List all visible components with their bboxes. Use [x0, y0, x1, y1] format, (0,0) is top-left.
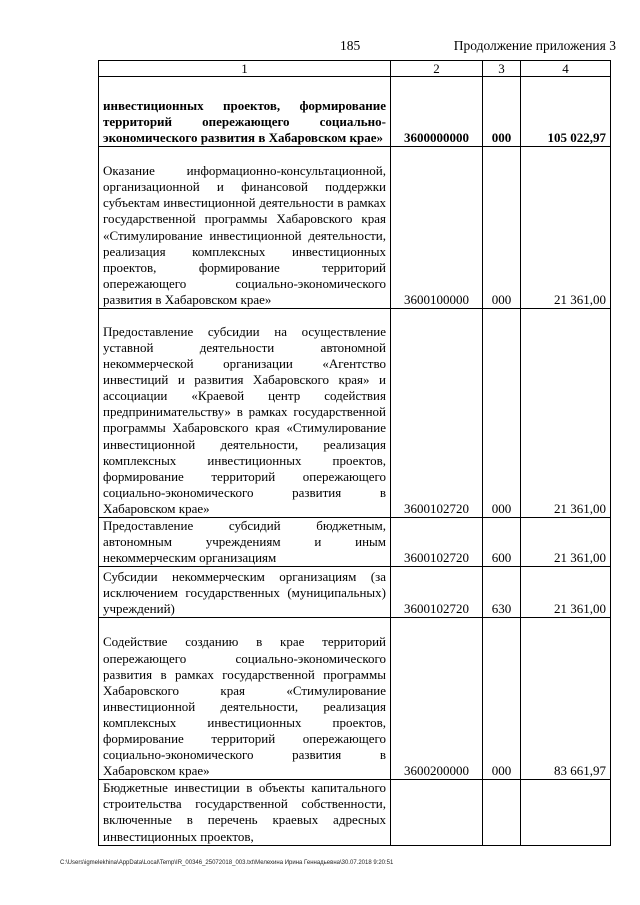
row-name: Предоставление субсидий бюджетным, автономным учреждениям и иным некоммерческим организациям: [99, 518, 391, 567]
row-code: 3600102720: [391, 309, 483, 518]
table-row: [99, 77, 611, 147]
row-sum: 83 661,97: [521, 618, 611, 780]
row-type: 000: [483, 309, 521, 518]
row-code: 3600200000: [391, 618, 483, 780]
table-row: [99, 780, 611, 845]
table-row: [99, 147, 611, 309]
column-number-row: [99, 61, 611, 77]
table-row: [99, 618, 611, 780]
row-code: 3600000000: [391, 77, 483, 147]
row-name: Бюджетные инвестиции в объекты капитального строительства государственной собственности, включенные в перечень краевых адресных инвестиционных проектов,: [99, 780, 391, 845]
column-number-2: 2: [391, 61, 483, 77]
row-sum: 21 361,00: [521, 567, 611, 618]
row-type: 000: [483, 147, 521, 309]
row-type: 600: [483, 518, 521, 567]
budget-table: [98, 60, 611, 846]
row-sum: 21 361,00: [521, 147, 611, 309]
row-name: Оказание информационно-консультационной, организационной и финансовой поддержки субъектам инвестиционной деятельности в рамках государственной программы Хабаровского края «Стимулирование инвестиционной деятельности, реализация комплексных инвестиционных проектов, формирование территорий опережающего социально-экономического развития в Хабаровском крае»: [99, 147, 391, 309]
row-code: 3600102720: [391, 518, 483, 567]
row-sum: 21 361,00: [521, 518, 611, 567]
column-number-4: 4: [521, 61, 611, 77]
page-number: 185: [340, 38, 361, 53]
continuation-label: Продолжение приложения 3: [453, 38, 616, 53]
row-type: 000: [483, 77, 521, 147]
row-name: инвестиционных проектов, формирование территорий опережающего социально-экономического развития в Хабаровском крае»: [99, 77, 391, 147]
column-number-3: 3: [483, 61, 521, 77]
row-sum: [521, 780, 611, 845]
row-type: 000: [483, 618, 521, 780]
page-header: [0, 38, 640, 58]
row-code: 3600100000: [391, 147, 483, 309]
file-path-footer: C:\Users\igmelekhina\AppData\Local\Temp\IR_00346_25072018_003.txt\Мелехина Ирина Геннадьевна\30.07.2018 9:20:51: [60, 860, 394, 866]
table-row: [99, 309, 611, 518]
row-code: 3600102720: [391, 567, 483, 618]
table-row: [99, 518, 611, 567]
row-type: 630: [483, 567, 521, 618]
row-name: Содействие созданию в крае территорий опережающего социально-экономического развития в рамках государственной программы Хабаровского края «Стимулирование инвестиционной деятельности, реализация комплексных инвестиционных проектов, формирование территорий опережающего социально-экономического развития в Хабаровском крае»: [99, 618, 391, 780]
table-row: [99, 567, 611, 618]
row-sum: 105 022,97: [521, 77, 611, 147]
row-name: Субсидии некоммерческим организациям (за исключением государственных (муниципальных) учреждений): [99, 567, 391, 618]
row-type: [483, 780, 521, 845]
row-sum: 21 361,00: [521, 309, 611, 518]
row-name: Предоставление субсидии на осуществление уставной деятельности автономной некоммерческой организации «Агентство инвестиций и развития Хабаровского края» и ассоциации «Краевой центр содействия предпринимательству» в рамках государственной программы Хабаровского края «Стимулирование инвестиционной деятельности, реализация комплексных инвестиционных проектов, формирование территорий опережающего социально-экономического развития в Хабаровском крае»: [99, 309, 391, 518]
row-code: [391, 780, 483, 845]
column-number-1: 1: [99, 61, 391, 77]
